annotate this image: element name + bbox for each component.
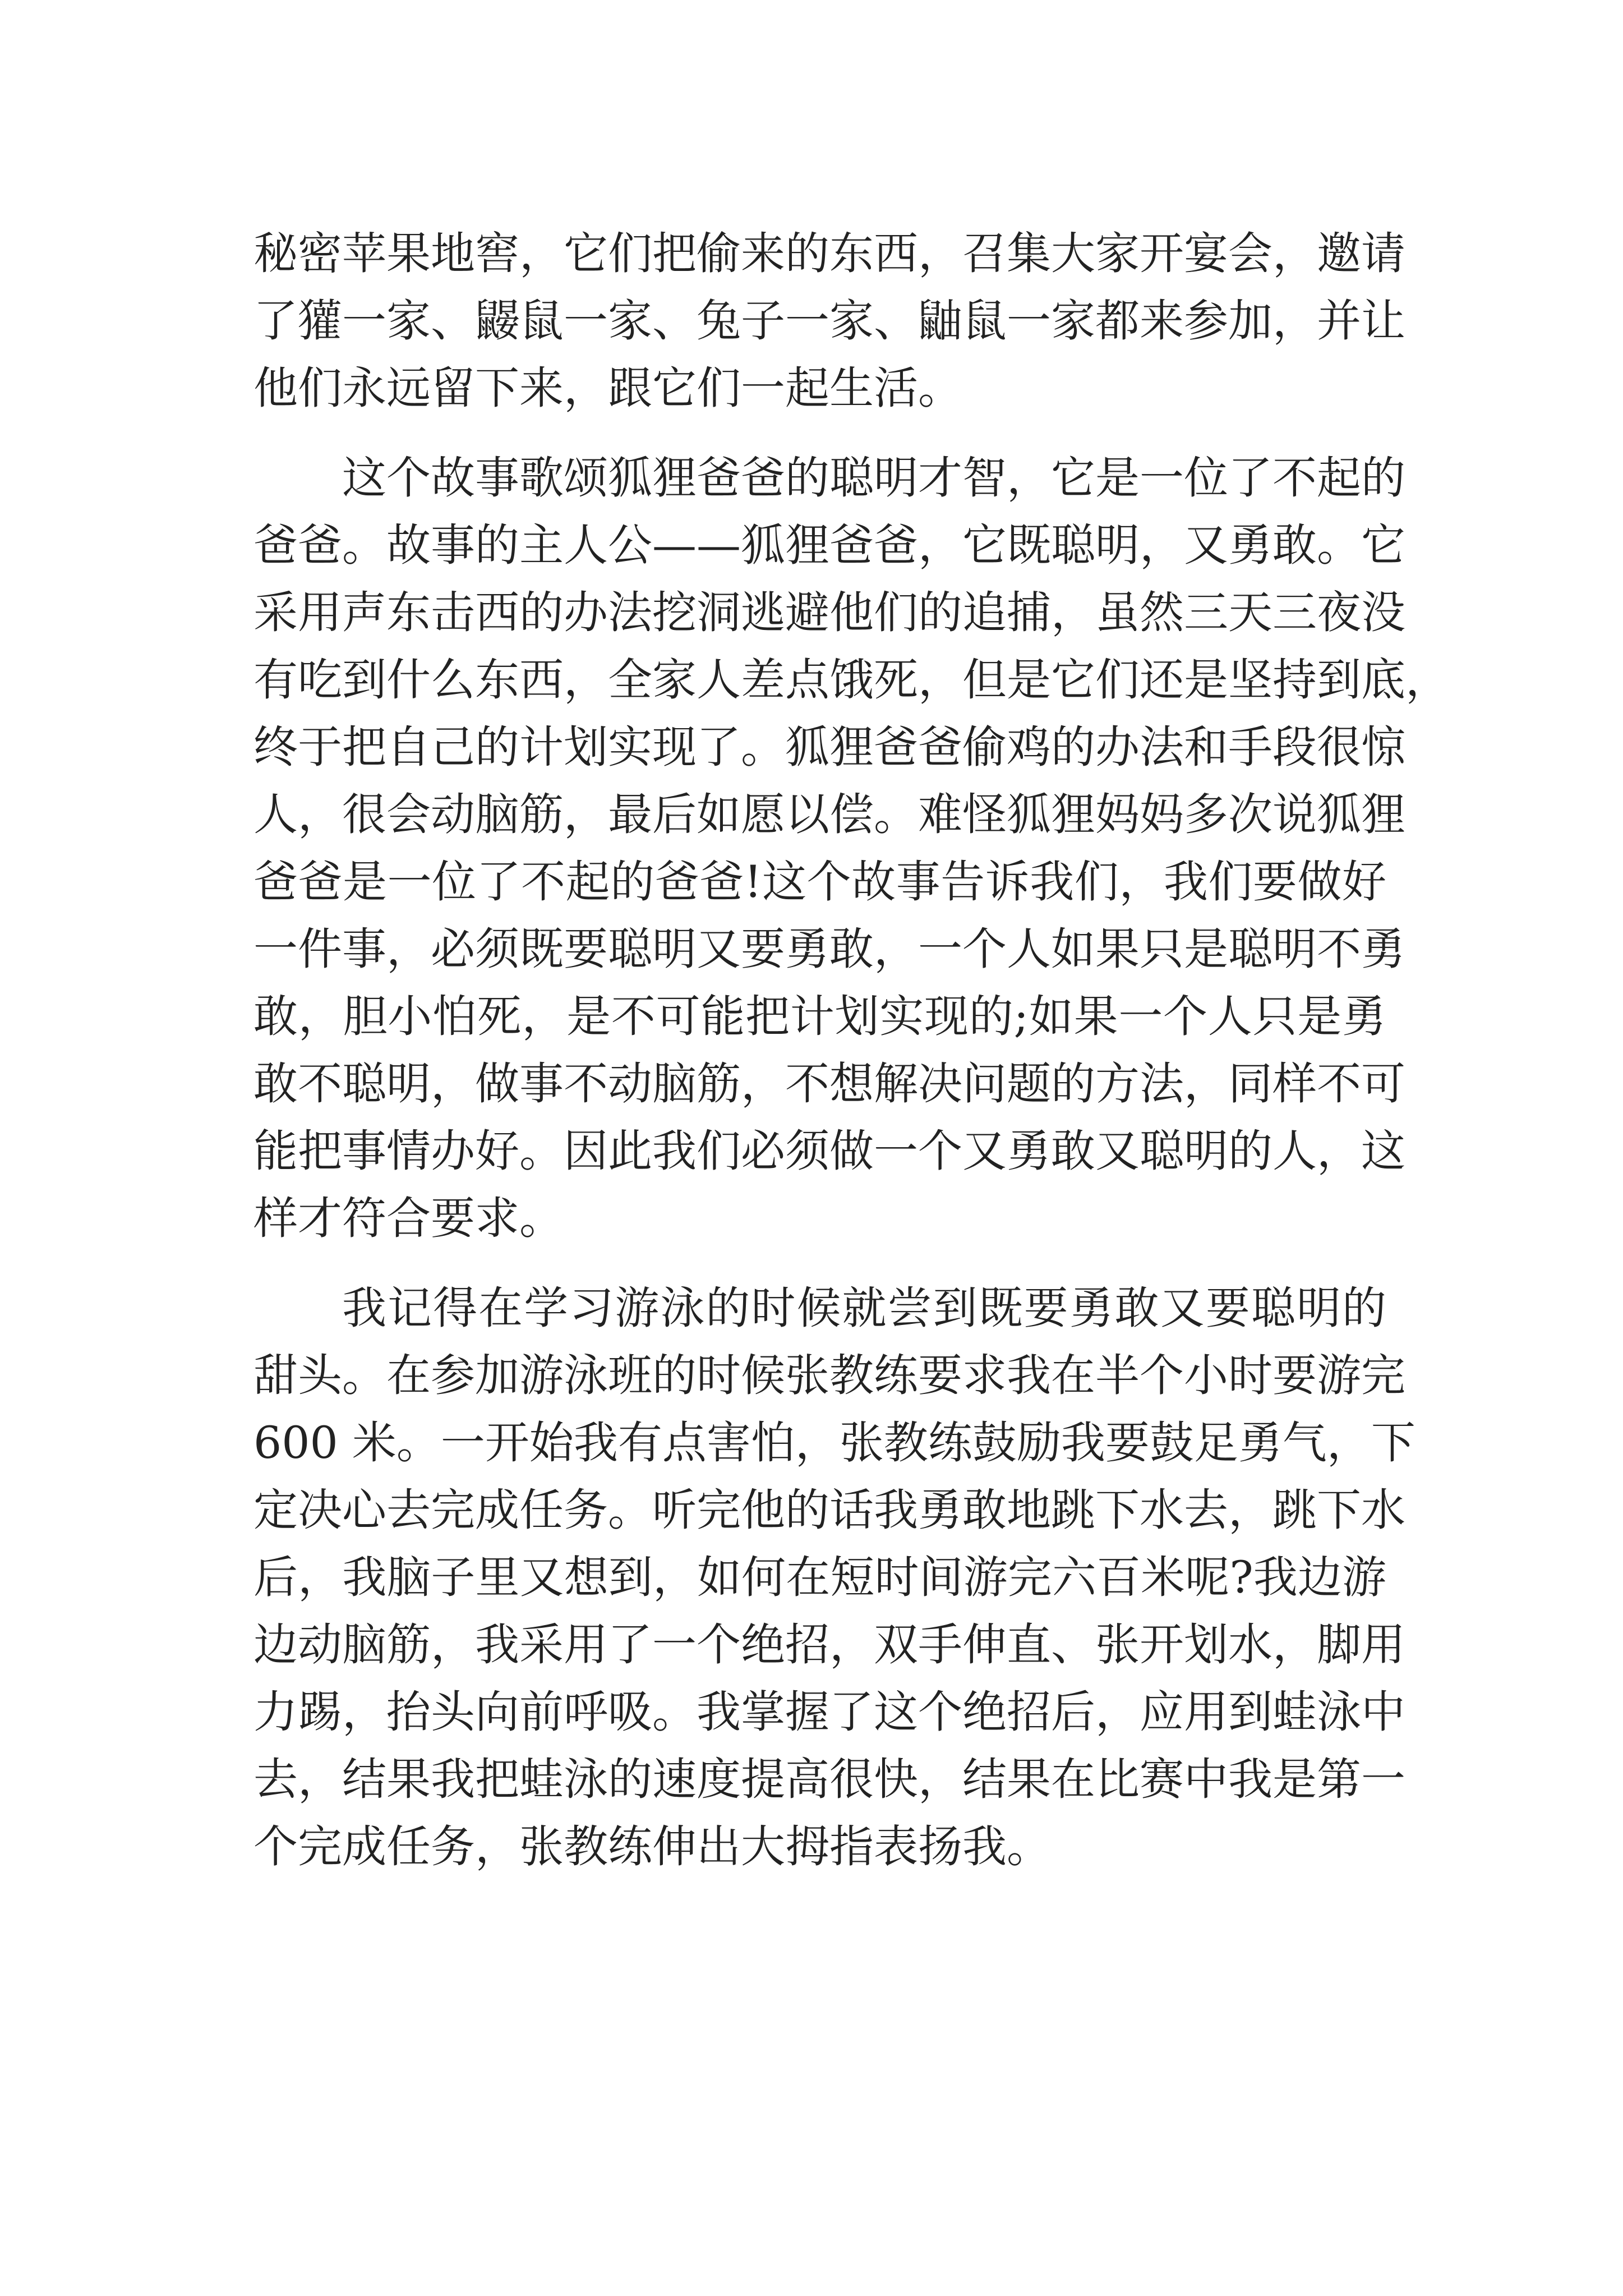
text-line: 样才符合要求。 [253,1193,564,1244]
text-line: 终于把自己的计划实现了。狐狸爸爸偷鸡的办法和手段很惊 [253,721,1405,773]
text-line: 爸爸是一位了不起的爸爸!这个故事告诉我们，我们要做好 [253,856,1386,908]
text-line: 人，很会动脑筋，最后如愿以偿。难怪狐狸妈妈多次说狐狸 [253,789,1405,840]
text-line: 爸爸。故事的主人公——狐狸爸爸，它既聪明，又勇敢。它 [253,519,1405,571]
text-line: 甜头。在参加游泳班的时候张教练要求我在半个小时要游完 [253,1350,1405,1401]
text-line: 敢不聪明，做事不动脑筋，不想解决问题的方法，同样不可 [253,1058,1405,1110]
text-line: 600 米。一开始我有点害怕，张教练鼓励我要鼓足勇气，下 [253,1417,1415,1469]
text-line: 我记得在学习游泳的时候就尝到既要勇敢又要聪明的 [342,1282,1386,1334]
text-line: 敢，胆小怕死，是不可能把计划实现的;如果一个人只是勇 [253,991,1386,1042]
text-line: 一件事，必须既要聪明又要勇敢，一个人如果只是聪明不勇 [253,923,1405,975]
text-line: 能把事情办好。因此我们必须做一个又勇敢又聪明的人，这 [253,1125,1405,1177]
text-line: 定决心去完成任务。听完他的话我勇敢地跳下水去，跳下水 [253,1484,1405,1536]
text-line: 这个故事歌颂狐狸爸爸的聪明才智，它是一位了不起的 [342,452,1405,504]
text-line: 后，我脑子里又想到，如何在短时间游完六百米呢?我边游 [253,1552,1386,1603]
text-line: 个完成任务，张教练伸出大拇指表扬我。 [253,1821,1051,1872]
text-line: 他们永远留下来，跟它们一起生活。 [253,362,962,414]
text-line: 边动脑筋，我采用了一个绝招，双手伸直、张开划水，脚用 [253,1619,1405,1671]
text-line: 了獾一家、鼹鼠一家、兔子一家、鼬鼠一家都来参加，并让 [253,295,1405,347]
text-line: 去，结果我把蛙泳的速度提高很快，结果在比赛中我是第一 [253,1754,1405,1805]
text-line: 力踢，抬头向前呼吸。我掌握了这个绝招后，应用到蛙泳中 [253,1686,1405,1738]
text-line: 秘密苹果地窖，它们把偷来的东西，召集大家开宴会，邀请 [253,228,1405,279]
text-line: 采用声东击西的办法挖洞逃避他们的追捕，虽然三天三夜没 [253,587,1405,638]
text-line: 有吃到什么东西，全家人差点饿死，但是它们还是坚持到底， [253,654,1450,706]
